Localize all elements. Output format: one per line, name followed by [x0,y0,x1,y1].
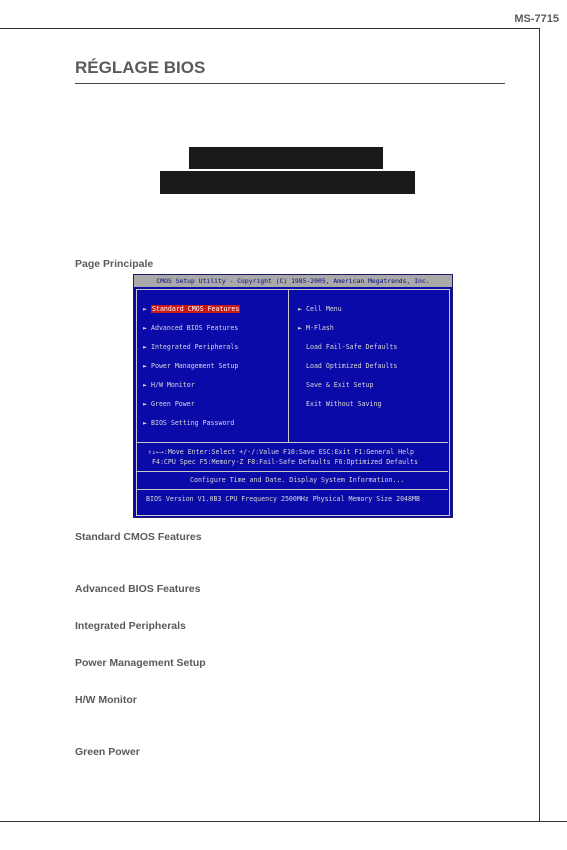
bios-menu-item-label: Power Management Setup [151,362,239,370]
bios-menu-item-label: Exit Without Saving [306,400,382,408]
arrow-right-icon: ► [143,419,147,427]
section-heading-main: Page Principale [75,258,154,270]
bios-column-divider [288,289,289,442]
bios-menu-item-label: Load Fail-Safe Defaults [306,343,398,351]
bios-menu-item-label: Save & Exit Setup [306,381,374,389]
bios-menu-item-label: Advanced BIOS Features [151,324,239,332]
bios-menu-item[interactable] [298,362,397,371]
arrow-right-icon: ► [298,324,302,332]
bios-menu-item[interactable] [143,381,195,390]
bios-menu-item-label: Load Optimized Defaults [306,362,398,370]
bios-menu-item[interactable] [298,381,374,390]
section-heading: Integrated Peripherals [75,620,186,632]
arrow-right-icon: ► [143,400,147,408]
bios-title-bar: CMOS Setup Utility - Copyright (C) 1985-2005, American Megatrends, Inc. [134,275,452,287]
bios-version-line: BIOS Version V1.0B3 CPU Frequency 2500MHz Physical Memory Size 2048MB [146,495,420,503]
redacted-bar [160,171,415,194]
bios-menu-item[interactable] [143,343,238,352]
bios-menu-item[interactable] [143,305,240,314]
bios-menu-item[interactable] [298,400,381,409]
bios-menu-item[interactable] [298,305,342,314]
section-heading: Green Power [75,746,140,758]
footer-rule [0,821,567,822]
model-number: MS-7715 [514,13,559,25]
bios-help-line: ↑↓←→:Move Enter:Select +/-/:Value F10:Save ESC:Exit F1:General Help [148,448,414,456]
bios-screen [133,274,453,518]
arrow-right-icon: ► [143,381,147,389]
section-heading: H/W Monitor [75,694,137,706]
bios-menu-item-label: Integrated Peripherals [151,343,239,351]
title-underline [75,83,505,84]
right-margin-rule [539,28,540,821]
arrow-right-icon: ► [143,362,147,370]
bios-menu-item-label: Standard CMOS Features [152,305,240,313]
arrow-right-icon: ► [143,324,147,332]
bios-menu-item-label: H/W Monitor [151,381,195,389]
bios-menu-item[interactable] [298,343,397,352]
section-heading: Power Management Setup [75,657,206,669]
arrow-right-icon: ► [143,305,147,313]
redacted-bar [189,147,383,169]
bios-divider [136,442,448,443]
bios-help-line: F4:CPU Spec F5:Memory-Z F8:Fail-Safe Defaults F6:Optimized Defaults [152,458,418,466]
header-rule [0,28,540,29]
bios-divider [136,489,448,490]
bios-menu-item[interactable] [143,324,238,333]
bios-menu-item-label: Cell Menu [306,305,342,313]
bios-menu-item[interactable] [298,324,334,333]
bios-divider [136,471,448,472]
bios-menu-item[interactable] [143,419,234,428]
bios-description: Configure Time and Date. Display System Information... [190,476,405,484]
bios-menu-item-label: M-Flash [306,324,334,332]
section-heading: Standard CMOS Features [75,531,202,543]
arrow-right-icon: ► [143,343,147,351]
bios-menu-item[interactable] [143,400,195,409]
arrow-right-icon: ► [298,305,302,313]
bios-menu-item-label: BIOS Setting Password [151,419,235,427]
section-heading: Advanced BIOS Features [75,583,201,595]
page-title: RÉGLAGE BIOS [75,58,206,77]
bios-menu-item-label: Green Power [151,400,195,408]
bios-menu-item[interactable] [143,362,238,371]
